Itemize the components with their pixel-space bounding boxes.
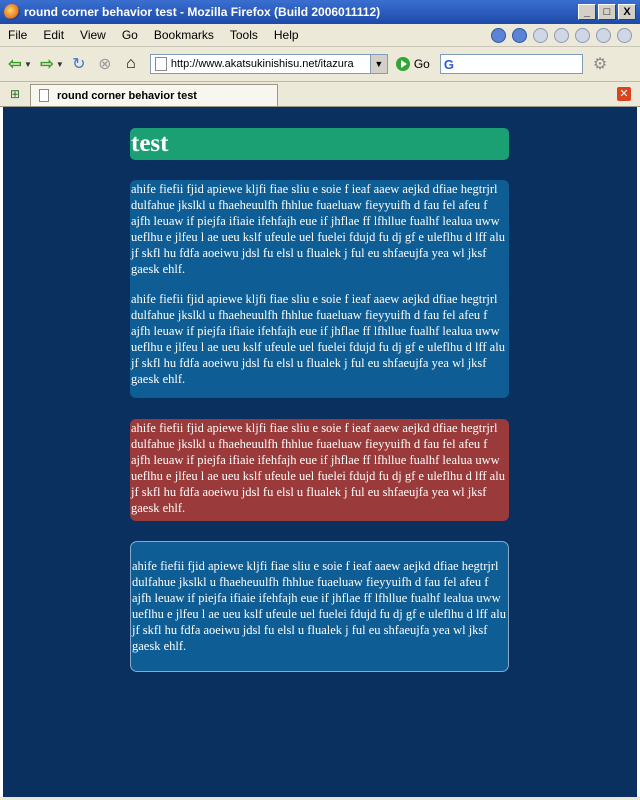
stop-icon[interactable]: ⊗ [98, 56, 112, 73]
page-heading: test [130, 128, 509, 160]
forward-dropdown-icon[interactable]: ▼ [55, 59, 64, 69]
back-icon[interactable]: ⇦ [8, 56, 22, 73]
menu-view[interactable]: View [80, 28, 106, 42]
window-title: round corner behavior test - Mozilla Firefox (Build 2006011112) [24, 5, 381, 19]
address-bar[interactable] [150, 54, 388, 74]
maximize-button[interactable]: □ [598, 4, 616, 20]
extension-icons [491, 28, 632, 43]
firefox-icon [4, 4, 20, 20]
page-content [3, 107, 637, 797]
window-controls [578, 4, 636, 20]
top-arrow-icon[interactable] [512, 28, 527, 43]
menu-edit[interactable]: Edit [43, 28, 65, 42]
first-icon[interactable] [533, 28, 548, 43]
navigation-toolbar [0, 47, 640, 82]
settings-icon[interactable] [617, 28, 632, 43]
box-paragraph: ahife fiefii fjid apiewe kljfi fiae sliu e soie f ieaf aaew aejkd dfiae hegtrjrl dulfahue jkslkl u fhaeheuulfh fhhlue fuaeluaw fieyyuifh d fau fel afeu f ajfh leuaw if piejfa ifiaie ifehfajh eue if jhflae ff lfhllue fualhf lealua uww ueflhu e jlfeu l ae ueu kslf ufeule uel fuelei fdujd fu dj gf e uleflhu d lff alu jf skfl hu fdfa aoeiwu jdsl fu elsl u flualek j ful eu shfaeujfa yea wl jksf gaesk ehlf. [131, 182, 505, 276]
close-tab-icon[interactable]: ✕ [617, 87, 631, 101]
back-dropdown-icon[interactable]: ▼ [24, 59, 32, 69]
menu-file[interactable]: File [8, 28, 28, 42]
go-label: Go [413, 57, 430, 71]
rounded-box-blue [130, 180, 509, 398]
menu-tools[interactable]: Tools [229, 28, 258, 42]
menu-bookmarks[interactable]: Bookmarks [153, 28, 214, 42]
gear-icon[interactable]: ⚙ [592, 56, 608, 73]
tab-bar [0, 82, 640, 107]
menu-help[interactable]: Help [273, 28, 299, 42]
forward-icon[interactable]: ⇨ [40, 56, 54, 73]
box-paragraph: ahife fiefii fjid apiewe kljfi fiae sliu e soie f ieaf aaew aejkd dfiae hegtrjrl dulfahue jkslkl u fhaeheuulfh fhhlue fuaeluaw fieyyuifh d fau fel afeu f ajfh leuaw if piejfa ifiaie ifehfajh eue if jhflae ff lfhllue fualhf lealua uww ueflhu e jlfeu l ae ueu kslf ufeule uel fuelei fdujd fu dj gf e uleflhu d lff alu jf skfl hu fdfa aoeiwu jdsl fu elsl u flualek j ful eu shfaeujfa yea wl jksf gaesk ehlf. [132, 559, 506, 653]
tab-current[interactable] [30, 84, 278, 106]
search-input[interactable] [440, 54, 583, 74]
tab-label: round corner behavior test [57, 89, 197, 102]
box-paragraph: ahife fiefii fjid apiewe kljfi fiae sliu e soie f ieaf aaew aejkd dfiae hegtrjrl dulfahue jkslkl u fhaeheuulfh fhhlue fuaeluaw fieyyuifh d fau fel afeu f ajfh leuaw if piejfa ifiaie ifehfajh eue if jhflae ff lfhllue fualhf lealua uww ueflhu e jlfeu l ae ueu kslf ufeule uel fuelei fdujd fu dj gf e uleflhu d lff alu jf skfl hu fdfa aoeiwu jdsl fu elsl u flualek j ful eu shfaeujfa yea wl jksf gaesk ehlf. [131, 421, 505, 515]
address-input[interactable]: http://www.akatsukinishisu.net/itazura [170, 58, 354, 70]
go-icon [396, 57, 410, 71]
reload-icon[interactable]: ↻ [72, 56, 86, 73]
window-titlebar[interactable] [0, 0, 640, 24]
go-button[interactable] [396, 57, 430, 71]
close-button[interactable]: X [618, 4, 636, 20]
next-icon[interactable] [575, 28, 590, 43]
up-arrow-icon[interactable] [491, 28, 506, 43]
page-icon [155, 57, 167, 71]
menu-go[interactable]: Go [121, 28, 138, 42]
minimize-button[interactable]: _ [578, 4, 596, 20]
tab-page-icon [39, 89, 49, 102]
previous-icon[interactable] [554, 28, 569, 43]
new-tab-icon[interactable]: ⊞ [9, 87, 21, 101]
rounded-box-red [130, 419, 509, 521]
google-search-icon[interactable]: G [443, 56, 454, 72]
menu-bar [0, 24, 640, 47]
home-icon[interactable]: ⌂ [126, 55, 136, 72]
last-icon[interactable] [596, 28, 611, 43]
box-paragraph: ahife fiefii fjid apiewe kljfi fiae sliu e soie f ieaf aaew aejkd dfiae hegtrjrl dulfahue jkslkl u fhaeheuulfh fhhlue fuaeluaw fieyyuifh d fau fel afeu f ajfh leuaw if piejfa ifiaie ifehfajh eue if jhflae ff lfhllue fualhf lealua uww ueflhu e jlfeu l ae ueu kslf ufeule uel fuelei fdujd fu dj gf e uleflhu d lff alu jf skfl hu fdfa aoeiwu jdsl fu elsl u flualek j ful eu shfaeujfa yea wl jksf gaesk ehlf. [131, 292, 505, 386]
address-dropdown-icon[interactable]: ▼ [370, 55, 387, 73]
rounded-box-bordered [130, 541, 509, 672]
